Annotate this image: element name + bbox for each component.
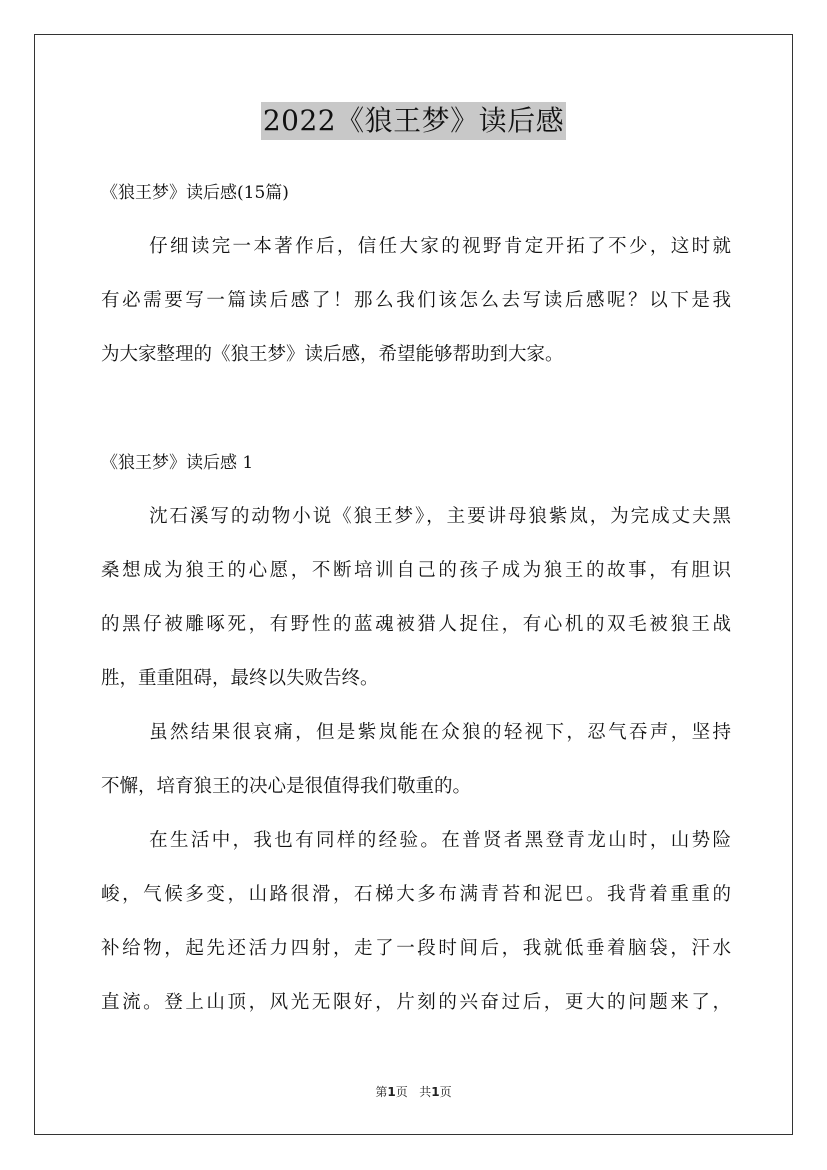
total-pages: 1 <box>431 1085 440 1099</box>
paragraph-line: 峻，气候多变，山路很滑，石梯大多布满青苔和泥巴。我背着重重的 <box>101 884 731 905</box>
document-subtitle: 《狼王梦》读后感(15篇) <box>101 183 289 203</box>
paragraph-line: 胜，重重阻碍，最终以失败告终。 <box>101 668 379 689</box>
intro-line: 仔细读完一本著作后，信任大家的视野肯定开拓了不少，这时就 <box>149 236 731 257</box>
intro-line: 为大家整理的《狼王梦》读后感，希望能够帮助到大家。 <box>101 344 564 365</box>
page-prefix: 第 <box>375 1085 388 1099</box>
document-body <box>101 178 731 1042</box>
page-suffix: 页 <box>395 1085 408 1099</box>
total-suffix: 页 <box>439 1085 452 1099</box>
document-title: 2022《狼王梦》读后感 <box>261 102 566 140</box>
intro-line: 有必需要写一篇读后感了！那么我们该怎么去写读后感呢？以下是我 <box>101 290 731 311</box>
page-footer <box>0 1083 827 1100</box>
total-prefix: 共 <box>419 1085 432 1099</box>
paragraph-line: 直流。登上山顶，风光无限好，片刻的兴奋过后，更大的问题来了， <box>101 992 731 1013</box>
paragraph-line: 的黑仔被雕啄死，有野性的蓝魂被猎人捉住，有心机的双毛被狼王战 <box>101 614 731 635</box>
paragraph-line: 在生活中，我也有同样的经验。在普贤者黑登青龙山时，山势险 <box>149 830 731 851</box>
paragraph-line: 沈石溪写的动物小说《狼王梦》，主要讲母狼紫岚，为完成丈夫黑 <box>149 506 731 527</box>
section-heading: 《狼王梦》读后感 1 <box>101 453 254 473</box>
paragraph-line: 虽然结果很哀痛，但是紫岚能在众狼的轻视下，忍气吞声，坚持 <box>149 722 731 743</box>
blank-line <box>101 394 731 448</box>
paragraph-line: 桑想成为狼王的心愿，不断培训自己的孩子成为狼王的故事，有胆识 <box>101 560 731 581</box>
paragraph-line: 补给物，起先还活力四射，走了一段时间后，我就低垂着脑袋，汗水 <box>101 938 731 959</box>
page-number: 1 <box>387 1085 396 1099</box>
title-container <box>0 102 827 140</box>
paragraph-line: 不懈，培育狼王的决心是很值得我们敬重的。 <box>101 776 472 797</box>
